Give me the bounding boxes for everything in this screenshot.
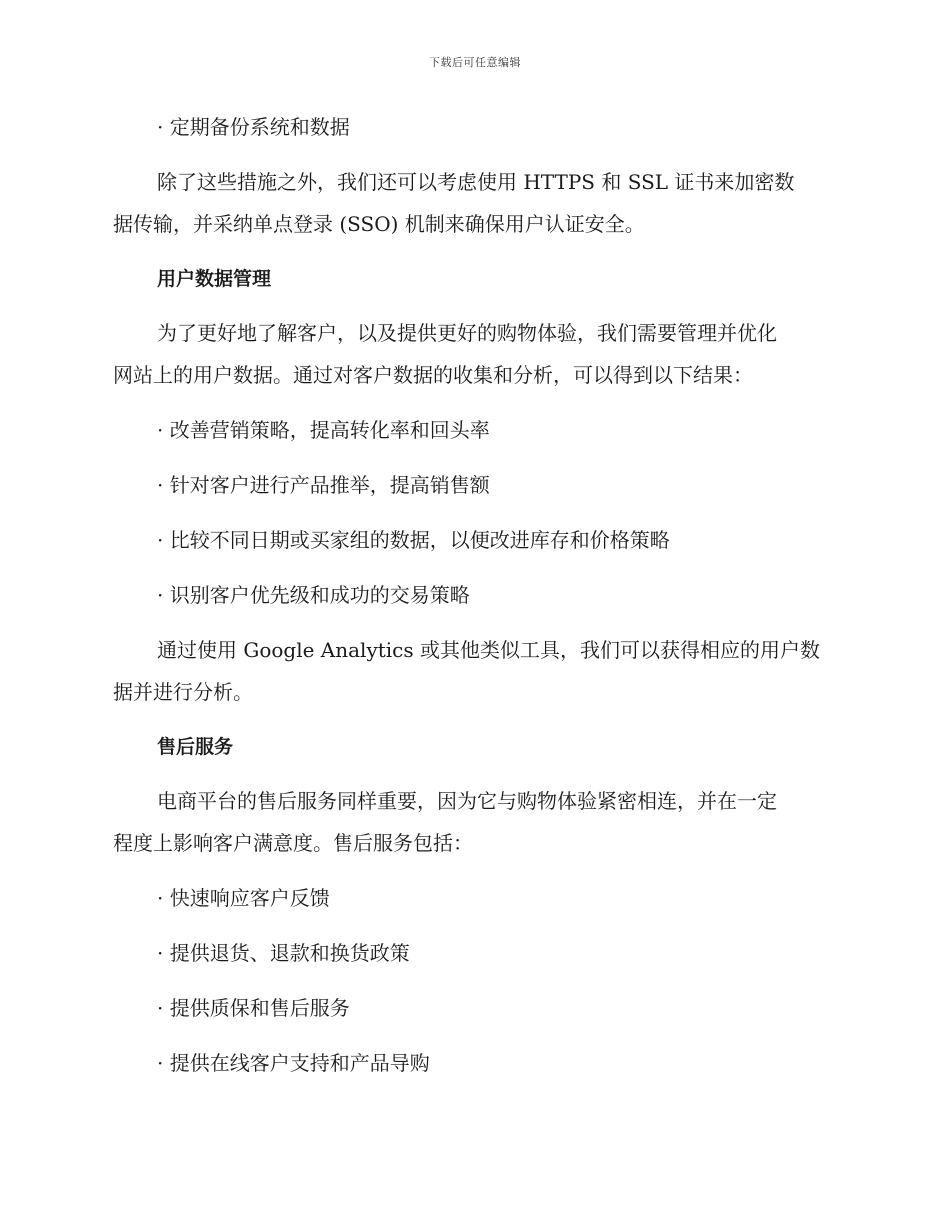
paragraph-line: 网站上的用户数据。通过对客户数据的收集和分析，可以得到以下结果： xyxy=(113,363,753,387)
bullet-item: · 提供退货、退款和换货政策 xyxy=(157,941,410,965)
page-header: 下载后可任意编辑 xyxy=(429,56,521,69)
paragraph-line: 除了这些措施之外，我们还可以考虑使用 HTTPS 和 SSL 证书来加密数 xyxy=(157,170,795,194)
bullet-item: · 比较不同日期或买家组的数据，以便改进库存和价格策略 xyxy=(157,528,670,552)
bullet-item: · 提供质保和售后服务 xyxy=(157,996,350,1020)
paragraph-line: 据并进行分析。 xyxy=(113,680,253,704)
section-heading: 用户数据管理 xyxy=(157,268,272,290)
bullet-item: · 识别客户优先级和成功的交易策略 xyxy=(157,583,470,607)
bullet-item: · 提供在线客户支持和产品导购 xyxy=(157,1051,430,1075)
paragraph-line: 据传输，并采纳单点登录 (SSO) 机制来确保用户认证安全。 xyxy=(113,212,645,236)
paragraph-line: 电商平台的售后服务同样重要，因为它与购物体验紧密相连，并在一定 xyxy=(157,789,777,813)
bullet-item: · 快速响应客户反馈 xyxy=(157,886,330,910)
bullet-item: · 定期备份系统和数据 xyxy=(157,115,350,139)
bullet-item: · 针对客户进行产品推举，提高销售额 xyxy=(157,473,490,497)
paragraph-line: 程度上影响客户满意度。售后服务包括： xyxy=(113,831,473,855)
paragraph-line: 通过使用 Google Analytics 或其他类似工具，我们可以获得相应的用户数 xyxy=(157,638,821,662)
bullet-item: · 改善营销策略，提高转化率和回头率 xyxy=(157,418,490,442)
section-heading: 售后服务 xyxy=(157,736,234,758)
paragraph-line: 为了更好地了解客户，以及提供更好的购物体验，我们需要管理并优化 xyxy=(157,321,777,345)
